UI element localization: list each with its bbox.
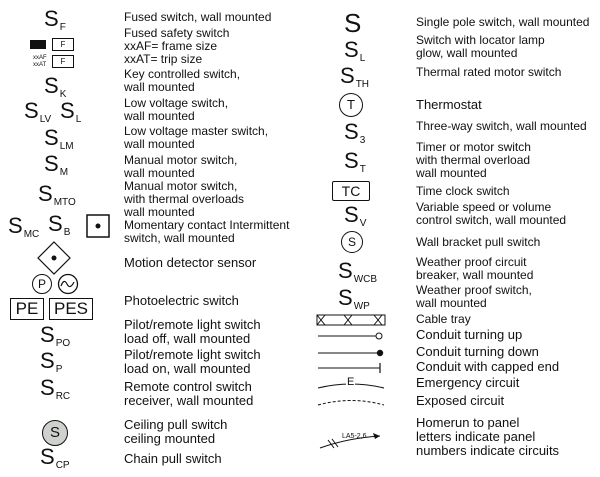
homerun-tag: LA5-2,6 bbox=[342, 433, 367, 440]
label-emergency: Emergency circuit bbox=[416, 375, 520, 390]
symbol-locator-lamp: $S_L$ bbox=[344, 37, 366, 64]
symbol-fused-switch: $S_F$ bbox=[44, 6, 66, 33]
label-thermal-motor: Thermal rated motor switch bbox=[416, 65, 562, 79]
symbol-single-pole: S bbox=[344, 8, 362, 38]
label-weather-switch: Weather proof switch, wall mounted bbox=[416, 283, 532, 310]
conduit-capped-icon bbox=[316, 362, 386, 374]
label-fused-safety-switch: Fused safety switch xxAF= frame size xxAT= trip size bbox=[124, 26, 230, 66]
label-low-voltage-switch: Low voltage switch, wall mounted bbox=[124, 96, 229, 123]
fused-box-icon: F bbox=[52, 38, 74, 51]
symbol-pilot-off: $S_{PO}$ bbox=[40, 322, 71, 349]
symbol-manual-motor-switch: $S_M$ bbox=[44, 151, 69, 178]
label-manual-motor-switch: Manual motor switch, wall mounted bbox=[124, 153, 238, 180]
time-clock-box: TC bbox=[332, 181, 370, 201]
label-cable-tray: Cable tray bbox=[416, 312, 471, 326]
label-ceiling-pull: Ceiling pull switch ceiling mounted bbox=[124, 417, 228, 446]
wall-bracket-circle: S bbox=[341, 231, 363, 253]
symbol-pilot-on: $S_P$ bbox=[40, 348, 63, 375]
symbol-momentary-contact-b: $S_B$ bbox=[48, 211, 71, 238]
label-conduit-capped: Conduit with capped end bbox=[416, 359, 560, 374]
box-pes: PES bbox=[49, 298, 93, 320]
symbol-low-voltage-switch: $S_{LV}$ bbox=[24, 98, 52, 125]
symbol-chain-pull: $S_{CP}$ bbox=[40, 444, 70, 471]
label-fused-switch: Fused switch, wall mounted bbox=[124, 10, 272, 24]
label-thermostat: Thermostat bbox=[416, 97, 482, 112]
label-timer-switch: Timer or motor switch with thermal overload wall mounted bbox=[416, 140, 531, 180]
symbol-weather-switch: $S_{WP}$ bbox=[338, 285, 370, 312]
label-manual-motor-thermal: Manual motor switch, with thermal overloads wall mounted bbox=[124, 179, 245, 219]
tiny-label-af: xxAF bbox=[33, 55, 47, 61]
symbol-timer-switch: $S_T$ bbox=[344, 148, 366, 175]
label-exposed: Exposed circuit bbox=[416, 393, 505, 408]
label-wall-bracket: Wall bracket pull switch bbox=[416, 235, 541, 249]
label-momentary-contact: Momentary contact Intermittent switch, wall mounted bbox=[124, 218, 290, 245]
cable-tray-icon bbox=[316, 314, 386, 326]
label-remote-control: Remote control switch receiver, wall mounted bbox=[124, 379, 254, 408]
exposed-circuit-icon bbox=[316, 394, 386, 408]
box-pe: PE bbox=[10, 298, 44, 320]
label-time-clock: Time clock switch bbox=[416, 184, 510, 198]
label-conduit-down: Conduit turning down bbox=[416, 344, 539, 359]
label-pilot-off: Pilot/remote light switch load off, wall mounted bbox=[124, 317, 261, 346]
label-motion-detector: Motion detector sensor bbox=[124, 255, 257, 270]
symbol-manual-motor-thermal: $S_{MTO}$ bbox=[38, 181, 76, 208]
boxed-dot-icon bbox=[86, 214, 110, 238]
label-single-pole: Single pole switch, wall mounted bbox=[416, 15, 590, 29]
label-homerun: Homerun to panel letters indicate panel numbers indicate circuits bbox=[416, 415, 560, 458]
symbol-weather-breaker: $S_{WCB}$ bbox=[338, 258, 378, 285]
diamond-sensor-icon bbox=[36, 240, 72, 276]
label-low-voltage-master: Low voltage master switch, wall mounted bbox=[124, 124, 269, 151]
symbol-low-voltage-switch-l: $S_L$ bbox=[60, 98, 82, 125]
label-weather-breaker: Weather proof circuit breaker, wall mounted bbox=[416, 255, 534, 282]
thermostat-circle: T bbox=[339, 93, 363, 117]
symbol-thermal-motor: $S_{TH}$ bbox=[340, 63, 370, 90]
label-three-way: Three-way switch, wall mounted bbox=[416, 119, 587, 133]
label-conduit-up: Conduit turning up bbox=[416, 327, 523, 342]
wave-circle-icon bbox=[57, 273, 79, 295]
symbol-remote-control: $S_{RC}$ bbox=[40, 375, 71, 402]
label-photoelectric: Photoelectric switch bbox=[124, 293, 239, 308]
label-key-switch: Key controlled switch, wall mounted bbox=[124, 67, 241, 94]
fused-box-icon-2: F bbox=[52, 55, 74, 68]
symbol-key-switch: $S_K$ bbox=[44, 73, 67, 100]
symbol-variable-speed: $S_V$ bbox=[344, 202, 367, 229]
conduit-up-icon bbox=[316, 331, 386, 341]
label-variable-speed: Variable speed or volume control switch, wall mounted bbox=[416, 200, 567, 227]
tiny-label-at: xxAT bbox=[33, 62, 47, 68]
symbol-three-way: $S_3$ bbox=[344, 119, 366, 146]
symbol-low-voltage-master: $S_{LM}$ bbox=[44, 125, 74, 152]
motion-detector-circle-p: P bbox=[32, 274, 52, 294]
label-locator-lamp: Switch with locator lamp glow, wall mounted bbox=[416, 33, 545, 60]
conduit-down-icon bbox=[316, 348, 386, 358]
symbol-momentary-contact: $S_{MC}$ bbox=[8, 213, 40, 240]
emergency-letter: E bbox=[347, 376, 355, 388]
label-chain-pull: Chain pull switch bbox=[124, 451, 222, 466]
ceiling-pull-switch-circle: S bbox=[42, 420, 68, 446]
label-pilot-on: Pilot/remote light switch load on, wall mounted bbox=[124, 347, 261, 376]
filled-rectangle-icon bbox=[30, 40, 46, 49]
